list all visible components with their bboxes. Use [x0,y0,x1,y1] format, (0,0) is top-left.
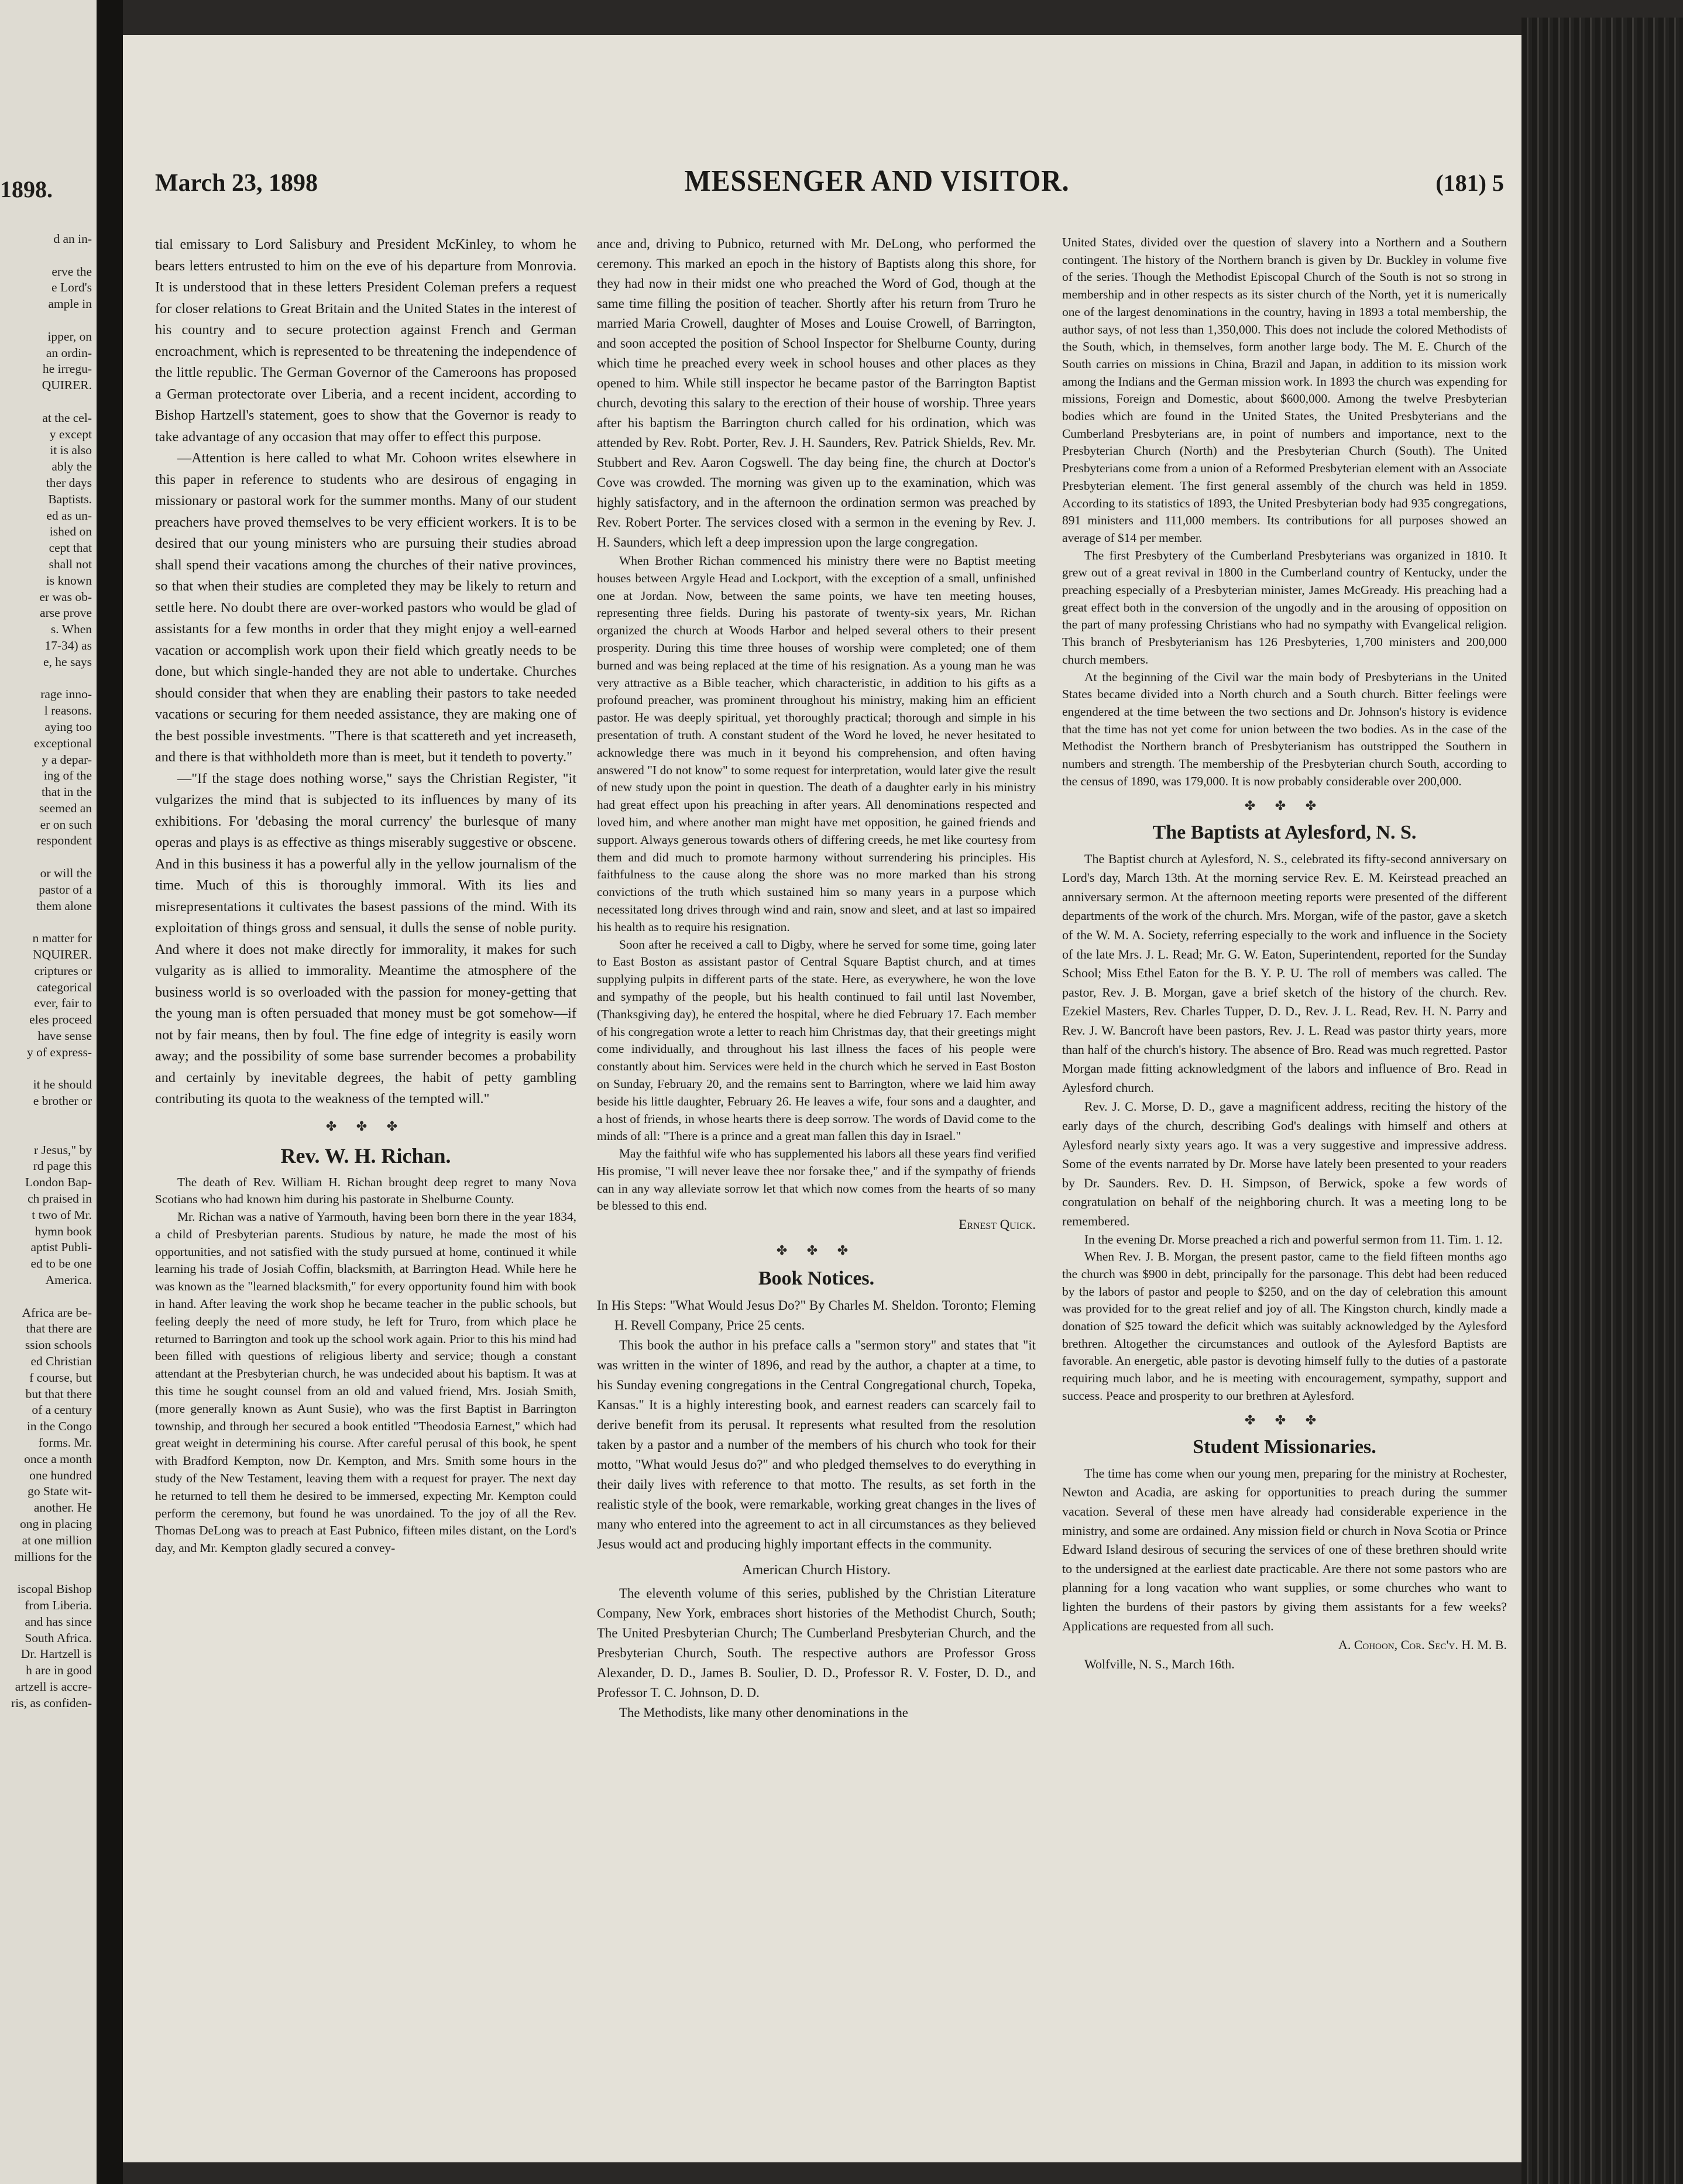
paragraph: At the beginning of the Civil war the main body of Presbyterians in the United States became divided into a North church and a South church. Bitter feelings were engendered at the time between the two sections and Dr. Johnson's history is evidence that the time has not yet come for union between the two bodies. As in the case of the Methodist the Northern branch of Presbyterianism has outstripped the Southern in numbers and strength. The membership of the Presbyterian church South, according to the census of 1890, was 179,000. It is now probably considerable over 200,000. [1062,669,1507,788]
previous-page-lines [0,231,97,1712]
fragment-line: forms. Mr. [38,1435,92,1450]
column-3 [1062,234,1507,1674]
paragraph: ance and, driving to Pubnico, returned with Mr. DeLong, who performed the ceremony. This marked an epoch in the history of Baptists along this shore, for they had now in their midst one who preached the Word of God, though at the same time filling the position of teacher. Shortly after his return from Truro he married Maria Crowell, daughter of Moses and Louise Crowell, of Barrington, and soon accepted the position of School Inspector for Shelburne County, during which time he preached every week in school houses and other places as they opened to him. While still inspector he became pastor of the Barrington Baptist church, devoting this salary to the erection of their house of worship. Three years after his baptism the Barrington church called for his ordination, which was attended by Rev. Robt. Porter, Rev. J. H. Saunders, Rev. Patrick Shields, Rev. Mr. Stubbert and Rev. Aaron Cogswell. The day being fine, the church at Doctor's Cove was crowded. The morning was given up to the examination, which was highly satisfactory, and in the afternoon the ordination sermon was preached by Rev. Robert Porter. The services closed with a sermon in the evening by Rev. J. H. Saunders, which left a deep impression upon the large congregation. [597,236,1036,550]
fragment-line [0,849,97,866]
fragment-line: pastor of a [39,882,92,897]
article-heading-richan: Rev. W. H. Richan. [280,1144,451,1167]
fragment-line: Baptists. [48,492,92,506]
fragment-line [0,313,97,329]
book-page-edges [1521,18,1683,2184]
column-2 [597,234,1036,1723]
paragraph: Rev. J. C. Morse, D. D., gave a magnificent address, reciting the history of the early days of the church, describing God's dealings with himself and others at Aylesford nearly sixty years ago. It was a very suggestive and impressive address. Some of the events narrated by Dr. Morse have lately been presented to your readers by Dr. Saunders. Rev. D. H. Simpson, of Berwick, spoke a few words of congratulation on behalf of the neighboring church. It was a meeting long to be remembered. [1062,1099,1507,1228]
fragment-line: criptures or [34,963,92,978]
fragment-line: arse prove [40,606,92,620]
fragment-line: rd page this [33,1159,92,1173]
section-ornament: ✤ ✤ ✤ [325,1118,406,1134]
fragment-line [0,1061,97,1077]
signature: Ernest Quick. [959,1217,1036,1232]
fragment-line: cept that [49,541,92,555]
paragraph: United States, divided over the question of slavery into a Northern and a Southern contingent. The history of the Northern branch is given by Dr. Buckley in volume five of the series. Though the Methodist Episcopal Church of the South is not so strong in membership and in other respects as its sister church of the North, yet it is numerically one of the largest denominations in the country, having in 1893 a total membership, the author says, of not less than 1,350,000. This does not include the colored Methodists of the South, which, in themselves, form another large body. The M. E. Church of the South carries on missions in China, Brazil and Japan, in addition to its mission work among the Indians and the German mission work. In 1893 the church was expending for missions, Foreign and Domestic, about $600,000. Among the twelve Presbyterian bodies which are found in the United States, the United Presbyterians and the Cumberland Presbyterians are, in point of numbers and importance, next to the Presbyterian Church (North) and the Presbyterian Church (South). The United Presbyterians come from a union of a Reformed Presbyterian element with an Associate Presbyterian element. The first general assembly of the church was held in 1859. According to its statistics of 1893, the United Presbyterian body had 935 congregations, 891 ministers and 111,000 members. Its contributions for all purposes showed an average of $14 per member. [1062,235,1507,545]
fragment-line: categorical [36,980,92,994]
fragment-line: America. [45,1273,92,1287]
fragment-line: ed to be one [30,1256,92,1271]
fragment-line: ipper, on [47,329,92,344]
fragment-line: it he should [33,1077,92,1092]
fragment-line [0,1565,97,1581]
fragment-line: of a century [32,1403,92,1417]
fragment-line: hymn book [35,1224,92,1238]
fragment-line: y except [49,427,92,441]
fragment-line: at the cel- [42,410,92,425]
masthead [155,164,1504,205]
fragment-line: ther days [46,475,92,490]
fragment-line [0,1289,97,1305]
issue-date: March 23, 1898 [155,170,318,197]
book-title: In His Steps: "What Would Jesus Do?" By Charles M. Sheldon. Toronto; Fleming H. Revell Company, Price 25 cents. [597,1298,1036,1333]
fragment-line: ed Christian [30,1354,92,1368]
paragraph: The time has come when our young men, preparing for the ministry at Rochester, Newton and Acadia, are asking for opportunities to preach during the summer vacation. Several of these men have already had considerable experience in the ministry, and some are ordained. Any mission field or church in Nova Scotia or Prince Edward Island desirous of securing the services of one of these brethren should write to the undersigned at the earliest date practicable. Are there not some pastors who are planning for a long vacation who want supplies, or some churches who want to lighten the burdens of their pastors by giving them assistants for a few weeks? Applications are requested from all such. [1062,1465,1507,1633]
fragment-line: ing of the [43,768,92,783]
paragraph: When Brother Richan commenced his ministry there were no Baptist meeting houses between Argyle Head and Lockport, with the exception of a small, unfinished one at Jordan. Now, between the same points, we have ten meeting houses, representing three fields. During his pastorate of twenty-six years, Mr. Richan organized the church at Woods Harbor and helped several others to their present prosperity. During this time three houses of worship were completed; one of them burned and was being replaced at the time of his resignation. As a young man he was very attractive as a Bible teacher, which characteristic, in addition to his gifts as a profound preacher, was prominent throughout his ministry, making him an efficient pastor. He was deeply spiritual, yet thoroughly practical; thorough and simple in his presentation of truth. A constant student of the Word he loved, he never hesitated to acknowledge there was much in it beyond his comprehension, and often having answered "I do not know" to some request for interpretation, would later give the result of new study upon the point in question. The death of a daughter early in his ministry had great effect upon his preaching in after years. All denominations respected and loved him, and where another man might have met opposition, he gained friends and support. Always generous towards others of differing creeds, he met like courtesy from them and did much to promote harmony without surrendering his principles. His faithfulness to the cause along the shore was no more marked than his strong convictions of the truth which sustained him so many years in a purpose which necessitated long drives through wind and rain, snow and sleet, and at last so impaired his health as to require his resignation. [597,554,1036,934]
fragment-line: ished on [49,524,92,539]
fragment-line: or will the [40,866,92,881]
previous-page-fragment [0,0,97,2184]
fragment-line: another. He [33,1500,92,1515]
fragment-line: er was ob- [39,589,92,604]
fragment-line: he irregu- [42,362,92,376]
fragment-line: ed as un- [46,508,92,523]
fragment-line: London Bap- [25,1175,92,1190]
section-ornament: ✤ ✤ ✤ [776,1243,857,1258]
article-heading-student-missionaries: Student Missionaries. [1193,1436,1376,1458]
fragment-line: artzell is accre- [15,1679,92,1694]
fragment-line: once a month [24,1451,92,1466]
fragment-line: Africa are be- [22,1305,92,1320]
fragment-line [0,671,97,687]
fragment-line: but that there [25,1386,92,1401]
fragment-line: ably the [51,459,92,474]
paragraph: Mr. Richan was a native of Yarmouth, having been born there in the year 1834, a child of Presbyterian parents. Studious by nature, he made the most of his opportunities, and not satisfied with the study pursued at home, continued it while learning his trade of Josiah Coffin, blacksmith, at Barrington Head. While here he was known as the "learned blacksmith," for every opportunity found him with book in hand. After leaving the work shop he became teacher in the public schools, but feeling deeply the need of more study, he left for Truro, from which place he returned to Barrington and took up the school work again. Prior to this his mind had been filled with questions of religious liberty and service; though a constant attendant at the Presbyterian church, he was undecided about his baptism. It was at this time he sought counsel from an old and valued friend, Mrs. Josiah Smith, (more generally known as Aunt Susie), who was the first Baptist in Barrington township, and through her secured a book entitled "Theodosia Earnest," which had great weight in determining his course. After careful perusal of this book, he spent with Bradford Kempton, now Dr. Kempton, and Mrs. Smith some hours in the study of the New Testament, leaving them with a request for prayer. The next day he returned to tell them he desired to be immersed, expecting Mr. Kempton could perform the ceremony, but found he was unordained. To the joy of all the Rev. Thomas DeLong was to preach at East Pubnico, fifteen miles distant, on the Lord's day, and Mr. Kempton gladly secured a convey- [155,1210,576,1555]
fragment-line: go State wit- [28,1484,92,1499]
fragment-line: respondent [36,833,92,848]
fragment-line: ever, fair to [34,996,92,1011]
fragment-line: South Africa. [25,1630,92,1645]
fragment-line: shall not [49,557,92,571]
fragment-line: eles proceed [29,1012,92,1027]
fragment-line [0,1126,97,1142]
fragment-line: ong in placing [19,1516,92,1531]
fragment-line: l reasons. [44,703,92,718]
article-heading-book-notices: Book Notices. [758,1268,875,1290]
fragment-line: ample in [48,297,92,311]
fragment-line: exceptional [33,736,92,750]
paragraph: The Baptist church at Aylesford, N. S., celebrated its fifty-second anniversary on Lord's day, March 13th. At the morning service Rev. E. M. Keirstead preached an anniversary sermon. At the afternoon meeting reports were presented of the different departments of the work of the church. Mrs. Morgan, wife of the pastor, gave a sketch of the W. M. A. Society, referring especially to the work and influence in the Society of the late Mrs. J. L. Read; Mr. G. W. Eaton, Superintendent, reported for the Sunday School; Miss Ethel Eaton for the B. Y. P. U. The roll of members was called. The pastor, Rev. J. B. Morgan, gave a brief sketch of the history of the church. Rev. Ezekiel Masters, Rev. Charles Tupper, D. D., Rev. J. L. Read, Rev. H. N. Parry and Rev. J. W. Bancroft have been pastors, Rev. J. L. Read was pastor thirty years, more than half of the church's history. The absence of Bro. Read was much regretted. Pastor Morgan made fitting acknowledgment of the labors and influence of Bro. Read in Aylesford church. [1062,851,1507,1095]
column-1 [155,234,576,1557]
fragment-line [0,1110,97,1126]
fragment-line: millions for the [14,1549,92,1564]
fragment-line: it is also [50,443,92,458]
fragment-line: f course, but [29,1370,92,1385]
fragment-line: rage inno- [40,687,92,702]
section-ornament: ✤ ✤ ✤ [1244,798,1325,813]
paragraph: —Attention is here called to what Mr. Cohoon writes elsewhere in this paper in reference to students who are desirous of engaging in missionary or pastoral work for the summer months. Many of our student preachers have proved themselves to be very efficient workers. It is to be desired that our young ministers who are pursuing their studies abroad shall spend their vacations among the churches of their native provinces, so that when their studies are completed they may be likely to return and settle here. No doubt there are over-worked pastors who would be glad of assistants for a few months in order that they might enjoy a well-earned vacation or accomplish work upon their field which greatly needs to be done, but which single-handed they are not able to undertake. Churches should consider that when they are enabling their pastors to take needed vacations or securing for them needed assistance, they are making one of the best possible investments. "There is that scattereth and yet increaseth, and there is that withholdeth more than is meet, but it tendeth to poverty." [155,450,576,765]
fragment-line [0,394,97,410]
fragment-line: r Jesus," by [34,1142,92,1157]
paragraph: May the faithful wife who has supplemented his labors all these years find verified His promise, "I will never leave thee nor forsake thee," and if the sympathy of friends can in any way alleviate sorrow let that which now comes from the hearts of so many be blessed to this end. [597,1146,1036,1213]
fragment-line: y a depar- [42,752,92,767]
article-heading-aylesford: The Baptists at Aylesford, N. S. [1152,822,1417,844]
paragraph: In the evening Dr. Morse preached a rich and powerful sermon from 11. Tim. 1. 12. [1084,1232,1503,1246]
fragment-line: h are in good [26,1663,92,1678]
fragment-line: QUIRER. [42,378,92,393]
fragment-line: that in the [42,785,92,799]
fragment-line: iscopal Bishop [17,1582,92,1596]
paragraph: The first Presbytery of the Cumberland Presbyterians was organized in 1810. It grew out of a great revival in 1800 in the Cumberland country of Kentucky, under the preaching especially of a Presbyterian minister, James McGready. His preaching had a great effect both in the conversion of the ungodly and in the arousing of opposition on the part of many professing Christians who had no sympathy with Evangelical religion. This branch of Presbyterianism has 126 Presbyteries, 1,700 ministers and 200,000 church members. [1062,548,1507,667]
fragment-line: and has since [25,1614,92,1629]
fragment-line: e brother or [33,1094,92,1108]
fragment-line [0,248,97,264]
binding-gutter [97,0,123,2184]
fragment-line: ris, as confiden- [11,1695,92,1710]
fragment-line: e, he says [43,654,92,669]
paragraph: tial emissary to Lord Salisbury and President McKinley, to whom he bears letters entrusted to him on the eve of his departure from Monrovia. It is understood that in these letters President Coleman prefers a request for closer relations to Great Britain and the United States in the interest of his country and to secure protection against French and German encroachment, which is represented to be threatening the independence of the little republic. The German Governor of the Cameroons has proposed a German protectorate over Liberia, and a recent incident, according to Bishop Hartzell's statement, goes to show that the Governor is ready to take advantage of any occasion that may offer to effect this purpose. [155,236,576,445]
fragment-line [0,914,97,930]
fragment-line: s. When [50,622,92,637]
fragment-line: at one million [22,1533,92,1547]
fragment-line: er on such [40,817,92,832]
fragment-line: aying too [44,719,92,734]
signature: A. Cohoon, Cor. Sec'y. H. M. B. [1338,1637,1507,1653]
fragment-line: one hundred [29,1468,92,1482]
paragraph: The Methodists, like many other denominations in the [619,1705,908,1721]
fragment-line: that there are [26,1321,92,1336]
fragment-line: ssion schools [25,1338,92,1352]
fragment-line: erve the [51,264,92,279]
newspaper-title: MESSENGER AND VISITOR. [684,164,1070,198]
paragraph: Soon after he received a call to Digby, where he served for some time, going later to East Boston as assistant pastor of Central Square Baptist church, and at times supplying pulpits in different parts of the state. Here, as everywhere, he won the love and sympathy of the people, but his health continued to fail until last November, (Thanksgiving day), he entered the hospital, where he died February 17. Each member of his congregation wrote a letter to reach him Christmas day, that their greetings might come individually, and throughout his last illness the faces of his people were constantly about him. Services were held in the church which he served in East Boston on Sunday, February 20, and the remains sent to Barrington, where we laid him away beside his little daughter, February 26. He leaves a wife, four sons and a daughter, and a host of friends, in whose hearts there is deep sorrow. The words of David come to the minds of all: "There is a prince and a great man fallen this day in Israel." [597,937,1036,1143]
fragment-line: e Lord's [51,280,92,295]
dateline: Wolfville, N. S., March 16th. [1084,1656,1235,1671]
fragment-line: aptist Publi- [30,1240,92,1255]
paragraph: This book the author in his preface calls a "sermon story" and states that "it was written in the winter of 1896, and read by the author, a chapter at a time, to his Sunday evening congregations in the Central Congregational church, Topeka, Kansas." It is a highly interesting book, and earnest readers can scarcely fail to derive benefit from its perusal. It represents what resulted from the resolution taken by a pastor and a number of the members of his church who took for their motto, "What would Jesus do?" and who pledged themselves to do everything in their daily lives with reference to that motto. The results, as set forth in the realistic style of the book, were remarkable, working great changes in the lives of many who entered into the agreement to act in all circumstances as they believed Jesus would act and producing highly important effects in the community. [597,1338,1036,1552]
fragment-line: have sense [37,1029,92,1043]
book-title: American Church History. [742,1563,891,1578]
paragraph: The eleventh volume of this series, published by the Christian Literature Company, New York, embraces short histories of the Methodist Church, South; The United Presbyterian Church; The Cumberland Presbyterian Church, and the Presbyterian Church, South. The respective authors are Professor Gross Alexander, D. D., James B. Soulier, D. D., Professor R. V. Foster, D. D., and Professor T. C. Johnson, D. D. [597,1586,1036,1701]
fragment-line: in the Congo [26,1419,92,1434]
fragment-line: n matter for [32,931,92,946]
section-ornament: ✤ ✤ ✤ [1244,1412,1325,1427]
fragment-line: from Liberia. [25,1598,92,1612]
paragraph: When Rev. J. B. Morgan, the present pastor, came to the field fifteen months ago the church was $900 in debt, principally for the parsonage. This debt had been reduced by the labors of pastor and people to $250, and on the day of celebration this amount was provided for to the great relief and joy of all. The Kingston church, kindly made a donation of $25 toward the deficit which was suitably acknowledged by the Aylesford brethren. Altogether the circumstances and outlook of the Aylesford Baptists are favorable. An energetic, able pastor is devoting himself fully to the duties of a pastorate requiring much labor, and he is meeting with encouragement, sympathy, support and success. Peace and prosperity to our brethren at Aylesford. [1062,1249,1507,1403]
paragraph: The death of Rev. William H. Richan brought deep regret to many Nova Scotians who had known him during his pastorate in Shelburne County. [155,1175,576,1207]
fragment-line: Dr. Hartzell is [20,1647,92,1661]
fragment-line: t two of Mr. [32,1207,92,1222]
fragment-line: d an in- [53,232,92,246]
fragment-line: 17-34) as [44,638,92,653]
paragraph: —"If the stage does nothing worse," says the Christian Register, "it vulgarizes the mind that is subjected to its influences by many of its exhibitions. For 'debasing the moral currency' the burlesque of many operas and plays is as effective as things miserably suggestive or obscene. And in this business it has a powerful ally in the yellow journalism of the time. Much of this is thoroughly immoral. With its lies and misrepresentations it cultivates the basest passions of the mind. With its exploitation of things gross and sensual, it dulls the sense of noble purity. And where it does not make directly for immorality, it makes for such vulgarity as is allied to immorality. Meantime the atmosphere of the business world is so overloaded with the passion for money-getting that the young man is often persuaded that money must be got somehow—if not by fair means, then by foul. The fine edge of integrity is easily worn away; and the possibility of some base surrender becomes a probability and certainly by inevitable degrees, the habit of petty gambling contributing its quota to the weakness of the tempted will." [155,770,576,1107]
fragment-line: y of express- [26,1045,92,1059]
fragment-line: NQUIRER. [33,947,92,962]
previous-page-year: 1898. [0,176,53,202]
fragment-line: is known [46,573,92,588]
page-number: (181) 5 [1435,170,1504,196]
fragment-line: seemed an [39,801,92,815]
newspaper-page [123,35,1521,2162]
fragment-line: them alone [36,898,92,913]
fragment-line: an ordin- [46,345,92,360]
fragment-line: ch praised in [28,1191,92,1206]
